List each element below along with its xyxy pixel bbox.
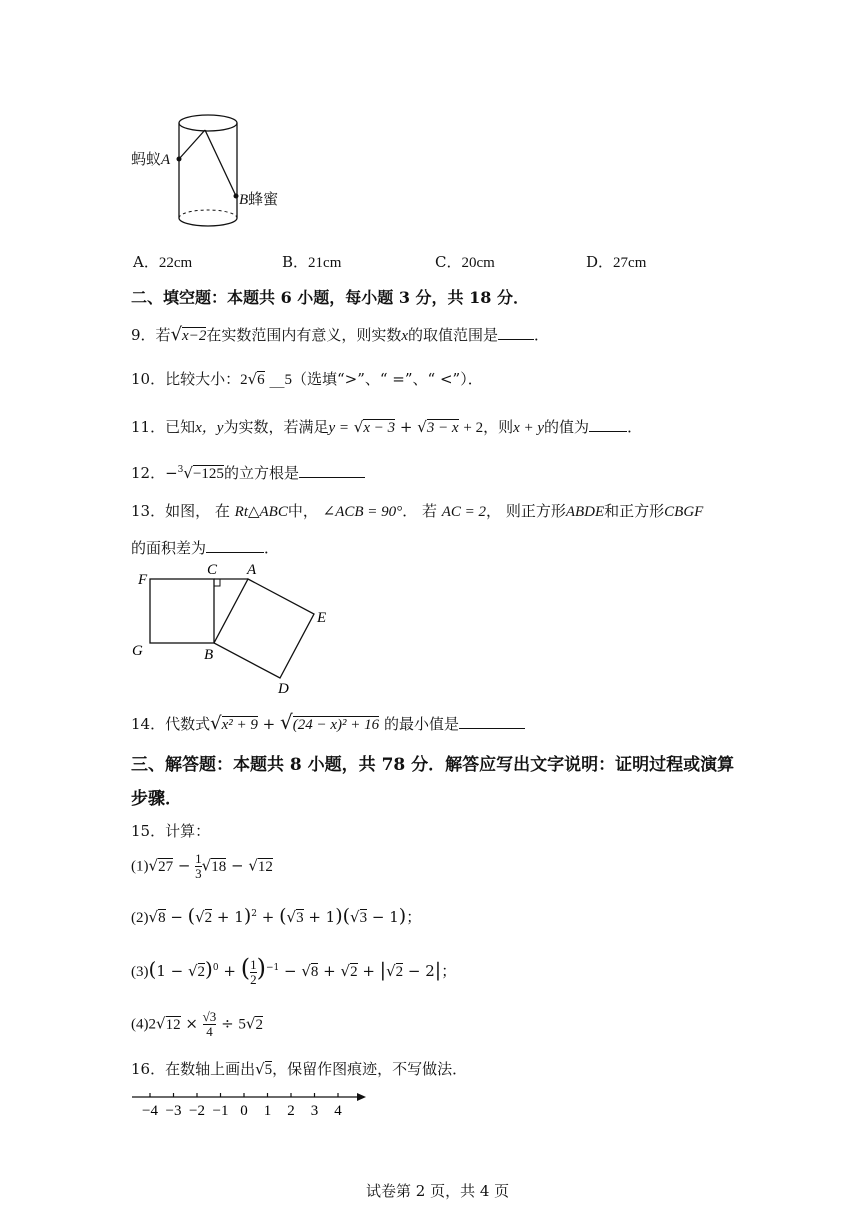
number-line-label: 3 [310, 1103, 319, 1119]
question-14: 14．代数式√x² + 9 + √(24 − x)² + 16 的最小值是 [131, 710, 525, 734]
q8-option-d: D．27cm [586, 253, 647, 271]
question-15-part1: (1)√27 − $\frac{1}{3}$ √18 − √12 [131, 851, 273, 881]
number-line-label: −1 [212, 1103, 229, 1119]
point-a: A [247, 562, 257, 578]
q8-option-a: A．22cm [133, 253, 193, 271]
page-footer: 试卷第 2 页，共 4 页 [366, 1182, 510, 1200]
figure-13-drawing [128, 560, 338, 700]
point-d: D [278, 681, 289, 697]
figure-13 [128, 560, 338, 700]
point-f: F [138, 572, 148, 588]
question-16: 16．在数轴上画出√5，保留作图痕迹，不写做法． [131, 1060, 468, 1078]
q8-option-b: B．21cm [282, 253, 342, 271]
cylinder-drawing [128, 108, 298, 236]
number-line-label: 4 [334, 1103, 342, 1119]
question-15-title: 15．计算： [131, 822, 211, 840]
question-10: 10．比较大小：2√6 __5（选填“>”、“ =”、“ <”）． [131, 370, 483, 388]
number-line-label: −3 [165, 1103, 182, 1119]
section2-heading: 二、填空题：本题共 6 小题，每小题 3 分，共 18 分． [131, 288, 529, 307]
section3-heading-line1: 三、解答题：本题共 8 小题，共 78 分．解答应写出文字说明：证明过程或演算 [131, 755, 735, 775]
question-13-line1: 13．如图， 在 Rt△ABC中， ∠ACB = 90°． 若 AC = 2， 则正方形ABDE和正方形CBGF [131, 502, 704, 520]
question-12: 12．−$^3$√−125的立方根是 [131, 462, 365, 483]
number-line-label: 1 [263, 1103, 272, 1119]
point-c: C [207, 562, 218, 578]
number-line [128, 1088, 378, 1122]
point-g: G [132, 643, 143, 659]
ant-label: 蚂蚁A [131, 150, 171, 168]
question-9: 9．若√x−2在实数范围内有意义，则实数x的取值范围是 ． [131, 324, 550, 345]
number-line-label: −2 [189, 1103, 205, 1119]
number-line-label: 0 [240, 1103, 248, 1119]
section3-heading-line2: 步骤． [131, 789, 182, 809]
number-line-drawing [128, 1088, 378, 1122]
question-13-line2: 的面积差为 ． [131, 539, 280, 557]
point-b: B [204, 647, 214, 663]
question-15-part2: $(2)√8 - (√2 + 1)^2 + (√3 + 1)(√3 - 1)$； [131, 905, 422, 927]
point-e: E [317, 610, 327, 626]
number-line-label: 2 [287, 1103, 295, 1119]
q8-option-c: C．20cm [435, 253, 495, 271]
question-15-part4: (4)2√12 × $\frac{√3}{4}$ ÷ 5√2 [131, 1009, 263, 1039]
number-line-label: −4 [142, 1103, 158, 1119]
cylinder-figure [128, 108, 298, 236]
question-15-part3: $(3)(1 - √2)^0$ + ( $\frac{1}{2}$ )$^{-1}$ − √8 + √2 + |√2 − 2|； [131, 954, 457, 987]
question-11: 11．已知x，y为实数，若满足y = √x − 3 + √3 − x + 2，则x + y的值为 ． [131, 418, 643, 436]
honey-label: B蜂蜜 [239, 190, 279, 208]
